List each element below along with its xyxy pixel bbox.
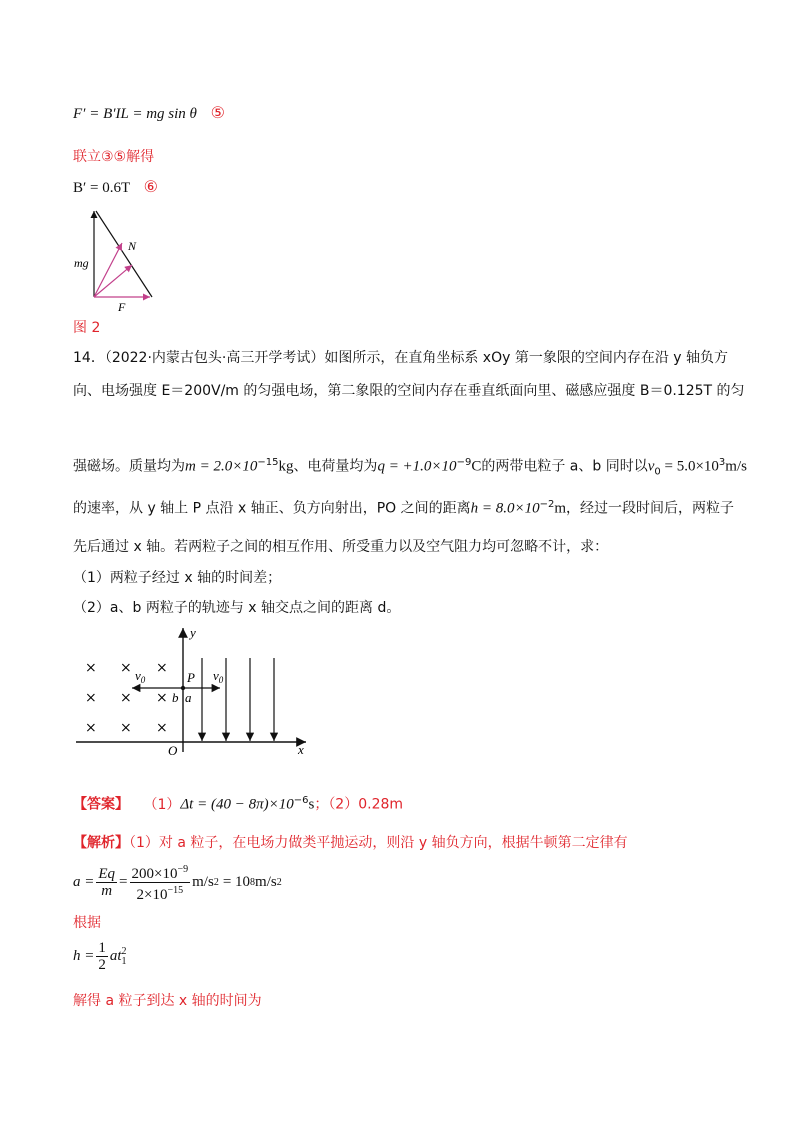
force-triangle-figure	[70, 205, 170, 315]
analysis-tag: 【解析】	[73, 835, 129, 851]
n-vector-2	[94, 265, 132, 297]
problem-line-1-text: 如图所示，在直角坐标系 xOy 第一象限的空间内存在沿 y 轴负方	[324, 350, 729, 366]
problem-source: （2022·内蒙古包头·高三开学考试）	[104, 350, 325, 366]
analysis-line	[73, 833, 628, 854]
equation-5	[73, 103, 225, 123]
figure-2-caption: 图 2	[73, 320, 101, 336]
field-cross: ×	[85, 690, 97, 706]
coordinate-field-figure	[70, 622, 320, 757]
v0-left-label: $v_0$	[135, 668, 146, 685]
field-cross: ×	[156, 690, 168, 706]
equation-6-marker: ⑥	[143, 179, 158, 196]
field-cross: ×	[120, 660, 132, 676]
field-cross: ×	[85, 720, 97, 736]
equation-6-text: B′ = 0.6T	[73, 180, 130, 196]
n-vector-1	[94, 243, 122, 297]
combine-text: 联立③⑤解得	[73, 149, 155, 165]
equation-5-text: F′ = B′IL = mg sin θ	[73, 106, 197, 122]
n-label: N	[128, 239, 137, 253]
a-label: a	[185, 690, 192, 705]
acceleration-equation: a = $\frac{Eq}{m}$ = $\frac{200\times 10^{-9}}{2\times 10^{-15}}$ m/s 2 = 10 8 m/s 2	[73, 864, 282, 903]
p-label: P	[187, 670, 195, 685]
origin-label: O	[168, 743, 178, 757]
v0-right-label: $v_0$	[213, 668, 224, 685]
conclusion-text: 解得 a 粒子到达 x 轴的时间为	[73, 993, 262, 1009]
field-cross: ×	[120, 690, 132, 706]
field-cross: ×	[156, 720, 168, 736]
basis-text: 根据	[73, 915, 101, 931]
problem-14-line-2: 向、电场强度 E＝200V/m 的匀强电场，第二象限的空间内存在垂直纸面向里、磁感应强度 B＝0.125T 的匀	[73, 383, 745, 399]
answer-line: 【答案】 $(1)\Delta t = (40 - 8\pi)\times 10^{-6}s$；（2）0.28m	[73, 795, 404, 813]
field-cross: ×	[120, 720, 132, 736]
x-axis-label: x	[298, 742, 304, 757]
question-2: （2）a、b 两粒子的轨迹与 x 轴交点之间的距离 d。	[73, 600, 401, 616]
field-cross: ×	[156, 660, 168, 676]
problem-number: 14．	[73, 350, 105, 366]
height-equation: h = $\frac{1}{2}$ at 2 1	[73, 940, 127, 973]
n-direction-line	[96, 211, 152, 297]
problem-14-line-4: 的速率，从 y 轴上 P 点沿 x 轴正、负方向射出，PO 之间的距离$h = 8.0\times 10^{-2}m$，经过一段时间后，两粒子	[73, 499, 735, 517]
question-1: （1）两粒子经过 x 轴的时间差；	[73, 570, 282, 586]
mg-label: mg	[74, 256, 89, 270]
field-cross: ×	[85, 660, 97, 676]
problem-14-line-1	[73, 348, 728, 369]
equation-6	[73, 177, 158, 197]
equation-5-marker: ⑤	[210, 105, 225, 122]
problem-14-line-5: 先后通过 x 轴。若两粒子之间的相互作用、所受重力以及空气阻力均可忽略不计，求：	[73, 539, 609, 555]
f-label: F	[118, 300, 126, 314]
y-axis-label: y	[190, 625, 196, 640]
analysis-text: （1）对 a 粒子，在电场力做类平抛运动，则沿 y 轴负方向，根据牛顿第二定律有	[129, 835, 628, 851]
b-label: b	[172, 690, 179, 705]
answer-tag: 【答案】	[73, 796, 129, 813]
problem-14-line-3: 强磁场。质量均为$m = 2.0\times 10^{-15}kg$、电荷量均为$q = +1.0\times 10^{-9}C$的两带电粒子 a、b 同时以$v_0 = 5.0\times 10^3m/s$	[73, 457, 747, 478]
